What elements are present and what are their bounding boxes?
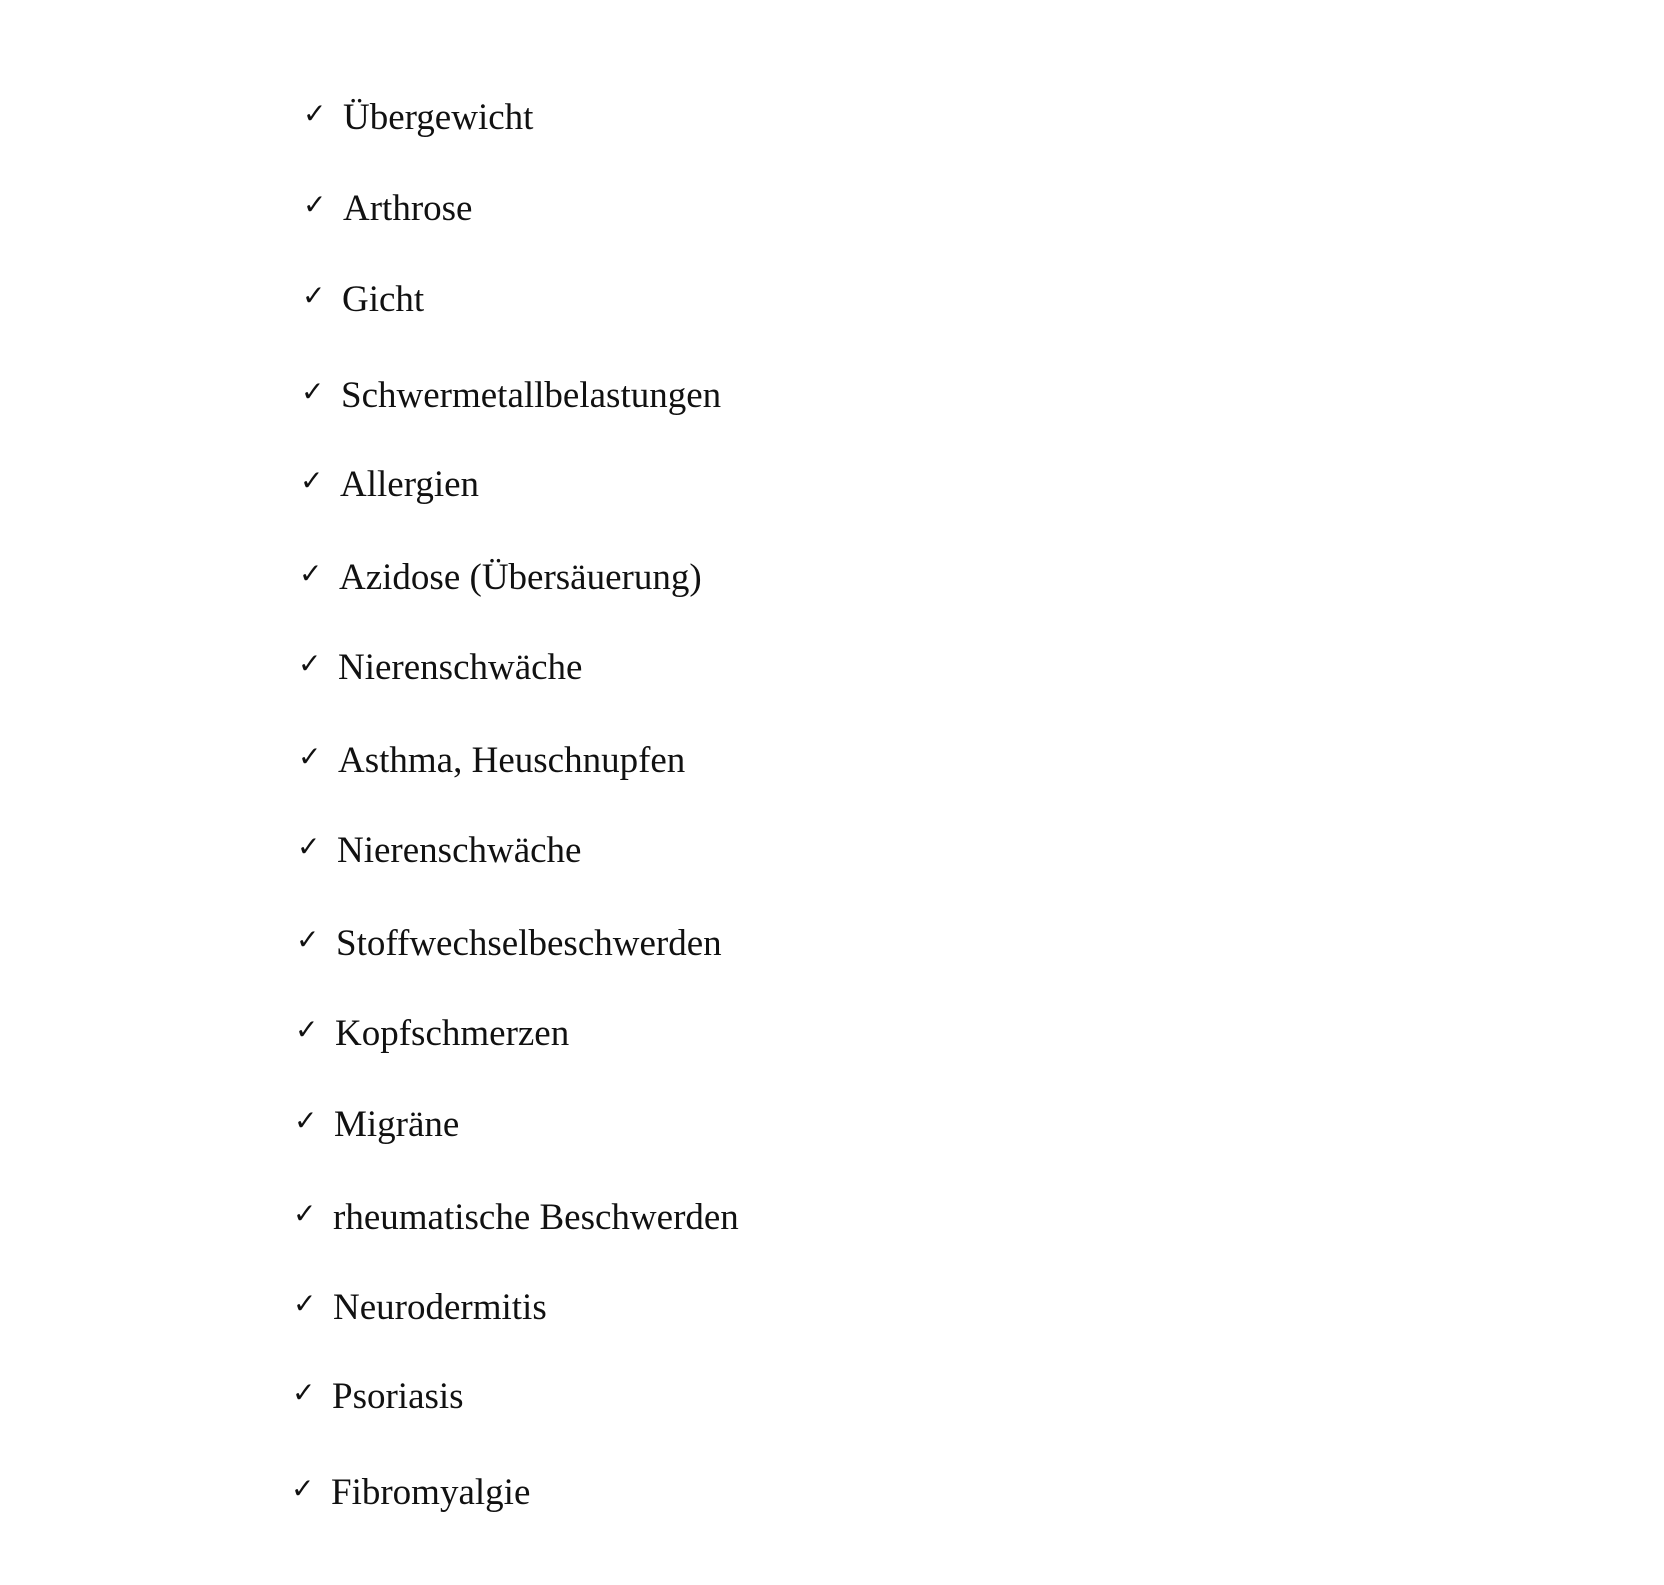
list-item (291, 1471, 530, 1515)
list-item-label: Kopfschmerzen (335, 1013, 570, 1054)
check-mark-icon: ✓ (295, 1013, 319, 1046)
list-item (303, 96, 533, 140)
list-item (302, 278, 424, 322)
list-item (300, 463, 479, 507)
list-item (297, 829, 581, 873)
check-mark-icon: ✓ (294, 1104, 318, 1137)
check-mark-icon: ✓ (300, 464, 324, 497)
list-item (293, 1196, 739, 1240)
list-item-label: Nierenschwäche (337, 830, 582, 871)
list-item (295, 1012, 569, 1056)
check-mark-icon: ✓ (298, 647, 322, 680)
check-mark-icon: ✓ (293, 1287, 317, 1320)
check-mark-icon: ✓ (303, 188, 327, 221)
list-item-label: Übergewicht (343, 97, 534, 138)
check-mark-icon: ✓ (301, 375, 325, 408)
check-mark-icon: ✓ (298, 740, 322, 773)
check-mark-icon: ✓ (299, 557, 323, 590)
list-item-label: Azidose (Übersäuerung) (339, 557, 702, 598)
check-mark-icon: ✓ (296, 923, 320, 956)
list-item-label: Neurodermitis (333, 1287, 547, 1328)
list-item (296, 922, 722, 966)
check-mark-icon: ✓ (302, 279, 326, 312)
check-mark-icon: ✓ (291, 1472, 315, 1505)
check-mark-icon: ✓ (292, 1376, 316, 1409)
check-mark-icon: ✓ (293, 1197, 317, 1230)
list-item (303, 187, 472, 231)
list-item (294, 1103, 459, 1147)
list-item-label: Schwermetallbelastungen (341, 375, 722, 416)
list-item-label: Allergien (340, 464, 480, 505)
list-item-label: Asthma, Heuschnupfen (338, 740, 686, 781)
list-item-label: rheumatische Beschwerden (333, 1197, 739, 1238)
list-item (298, 646, 582, 690)
check-mark-icon: ✓ (303, 97, 327, 130)
list-item (301, 374, 721, 418)
list-item-label: Stoffwechselbeschwerden (336, 923, 722, 964)
list-item (293, 1286, 547, 1330)
list-item-label: Psoriasis (332, 1376, 464, 1417)
list-item (299, 556, 702, 600)
list-item-label: Arthrose (343, 188, 473, 229)
list-item (298, 739, 685, 783)
check-mark-icon: ✓ (297, 830, 321, 863)
list-item-label: Migräne (334, 1104, 460, 1145)
list-item-label: Nierenschwäche (338, 647, 583, 688)
list-item-label: Fibromyalgie (331, 1472, 531, 1513)
list-item (292, 1375, 464, 1419)
list-item-label: Gicht (342, 279, 425, 320)
